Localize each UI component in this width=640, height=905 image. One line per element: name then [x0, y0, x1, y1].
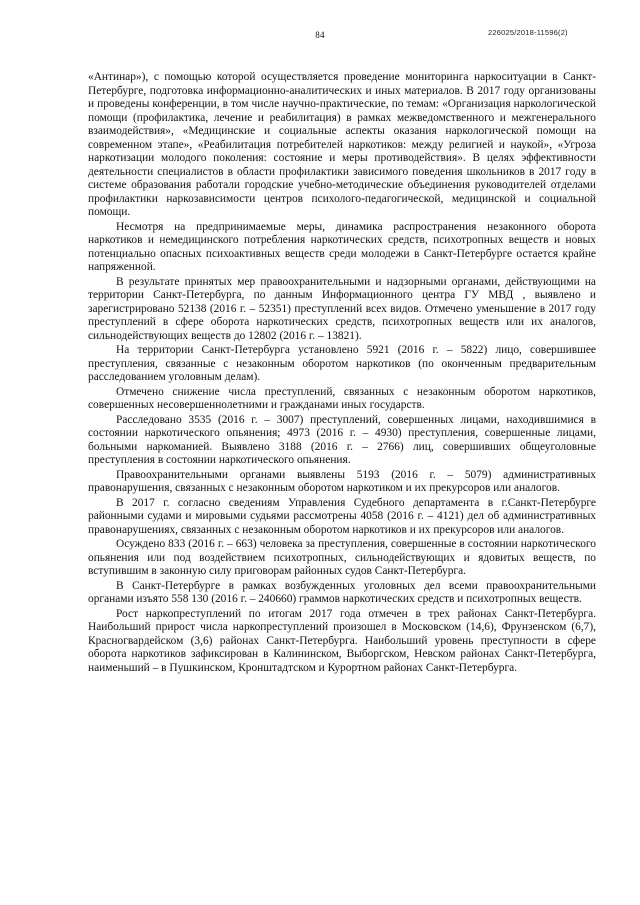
paragraph: В Санкт-Петербурге в рамках возбужденных уголовных дел всеми правоохранительными органами изъято 558 130 (2016 г. – 240660) граммов наркотических средств и психотропных веществ.	[88, 579, 596, 605]
paragraph: Несмотря на предпринимаемые меры, динамика распространения незаконного оборота наркотиков и немедицинского потребления наркотических средств, психотропных веществ и новых потенциально опасных психоактивных веществ среди молодежи в Санкт-Петербурге остается крайне напряженной.	[88, 220, 596, 273]
paragraph: Осуждено 833 (2016 г. – 663) человека за преступления, совершенные в состоянии наркотического опьянения или под воздействием психотропных, сильнодействующих и ядовитых веществ, по вступившим в законную силу приговорам районных судов Санкт-Петербурга.	[88, 538, 596, 577]
paragraph: Отмечено снижение числа преступлений, связанных с незаконным оборотом наркотиков, совершенных несовершеннолетними и гражданами иных государств.	[88, 385, 596, 411]
paragraph: На территории Санкт-Петербурга установлено 5921 (2016 г. – 5822) лицо, совершившее преступления, связанные с незаконным оборотом наркотиков (по оконченным предварительным расследованием уголовным делам).	[88, 344, 596, 383]
paragraph: В результате принятых мер правоохранительными и надзорными органами, действующими на территории Санкт-Петербурга, по данным Информационного центра ГУ МВД , выявлено и зарегистрировано 52138 (2016 г. – 52351) преступлений всех видов. Отмечено уменьшение в 2017 году преступлений в сфере оборота наркотических средств, психотропных веществ или их аналогов, сильнодействующих веществ до 12802 (2016 г. – 13821).	[88, 275, 596, 342]
document-id-stamp: 226025/2018-11596(2)	[488, 28, 568, 37]
paragraph: Правоохранительными органами выявлены 5193 (2016 г. – 5079) административных правонарушения, связанных с незаконным оборотом наркотиком и их прекурсоров или аналогов.	[88, 468, 596, 494]
document-body	[88, 71, 596, 676]
paragraph: Рост наркопреступлений по итогам 2017 года отмечен в трех районах Санкт-Петербурга. Наибольший прирост числа наркопреступлений произошел в Московском (14,6), Фрунзенском (6,7), Красногвардейском (3,6) районах Санкт-Петербурга. Наибольший уровень преступности в сфере оборота наркотиков зафиксирован в Калининском, Выборгском, Невском районах Санкт-Петербурга, наименьший – в Пушкинском, Кронштадтском и Курортном районах Санкт-Петербурга.	[88, 607, 596, 674]
paragraph-continuation: «Антинар»), с помощью которой осуществляется проведение мониторинга наркоситуации в Санкт-Петербурге, подготовка информационно-аналитических и иных материалов. В 2017 году организованы и проведены конференции, в том числе научно-практические, по темам: «Организация наркологической помощи (профилактика, лечение и реабилитация) в рамках межведомственного и межгенерального взаимодействия», «Медицинские и социальные аспекты оказания наркологической помощи на современном этапе», «Реабилитация потребителей наркотиков: между религией и наукой», «Угроза наркотизации молодого поколения: состояние и меры противодействия». В целях эффективности деятельности специалистов в области профилактики зависимого поведения школьников в 2017 году в системе образования работали городские учебно-методические объединения руководителей отделами профилактики наркозависимости центров психолого-педагогической, медицинской и социальной помощи.	[88, 71, 596, 218]
paragraph: В 2017 г. согласно сведениям Управления Судебного департамента в г.Санкт-Петербурге районными судами и мировыми судьями рассмотрены 4058 (2016 г. – 4121) дел об административных правонарушениях, связанных с незаконным оборотом наркотиков и их прекурсоров или аналогов.	[88, 496, 596, 536]
paragraph: Расследовано 3535 (2016 г. – 3007) преступлений, совершенных лицами, находившимися в состоянии наркотического опьянения; 4973 (2016 г. – 4930) преступления, совершенные лицами, больными наркоманией. Выявлено 3188 (2016 г. – 2766) лиц, совершивших общеуголовные преступления в состоянии наркотического опьянения.	[88, 413, 596, 466]
page-number: 84	[315, 30, 325, 40]
